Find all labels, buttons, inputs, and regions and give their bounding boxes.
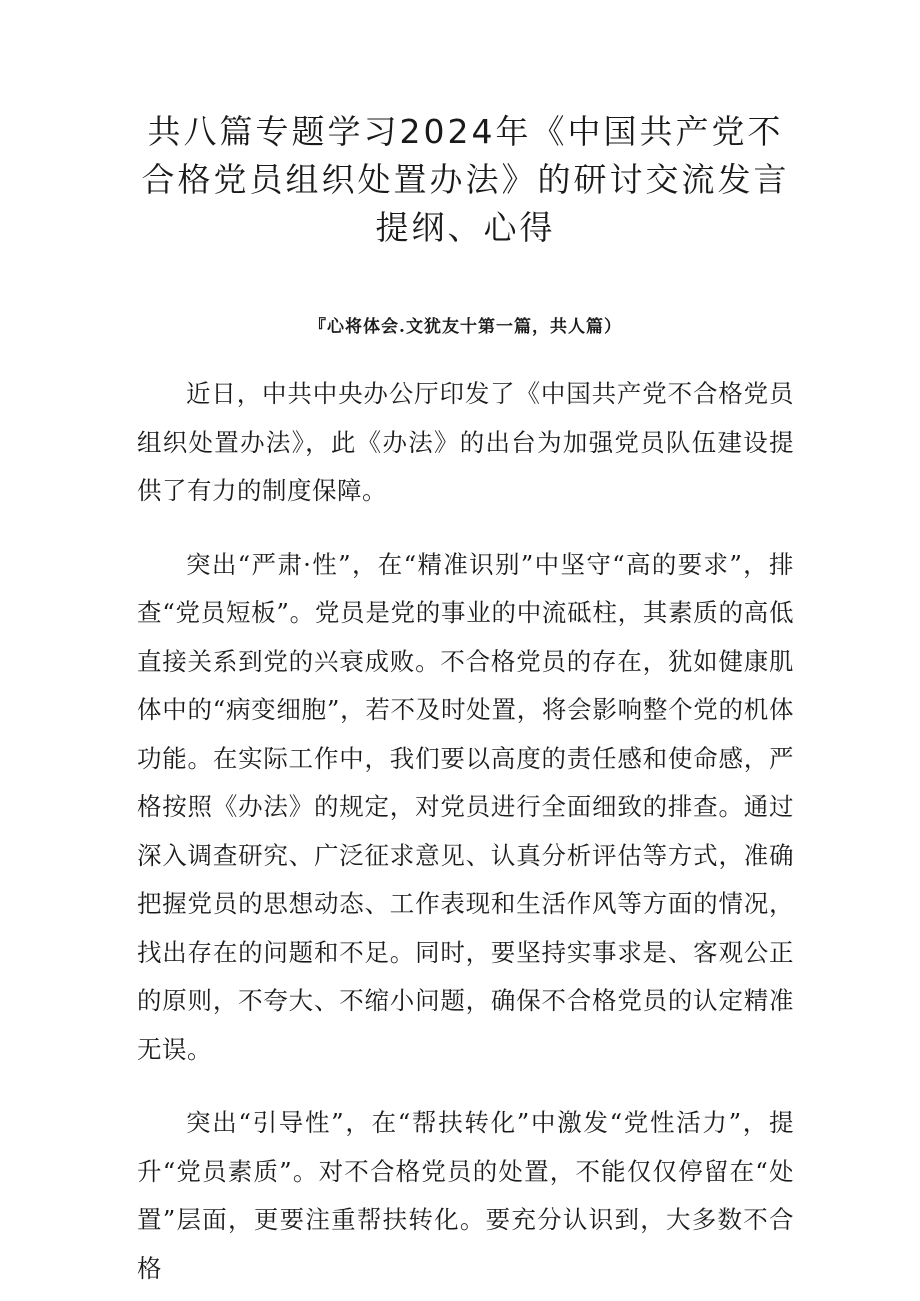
document-subtitle: 『心将体会.文犹友十第一篇，共人篇） — [309, 317, 622, 337]
document-title: 共八篇专题学习2024年《中国共产党不合格党员组织处置办法》的研讨交流发言提纲、心得 — [141, 112, 790, 247]
paragraph-intro: 近日，中共中央办公厅印发了《中国共产党不合格党员组织处置办法》，此《办法》的出台为加强党员队伍建设提供了有力的制度保障。 — [137, 379, 794, 505]
paragraph-strictness: 突出“严肃·性”，在“精准识别”中坚守“高的要求”，排查“党员短板”。党员是党的事业的中流砥柱，其素质的高低直接关系到党的兴衰成败。不合格党员的存在，犹如健康肌体中的“病变细胞”，若不及时处置，将会影响整个党的机体功能。在实际工作中，我们要以高度的责任感和使命感，严格按照《办法》的规定，对党员进行全面细致的排查。通过深入调查研究、广泛征求意见、认真分析评估等方式，准确把握党员的思想动态、工作表现和生活作风等方面的情况，找出存在的问题和不足。同时，要坚持实事求是、客观公正的原则，不夸大、不缩小问题，确保不合格党员的认定精准无误。 — [137, 549, 794, 1064]
paragraph-guidance: 突出“引导性”，在“帮扶转化”中激发“党性活力”，提升“党员素质”。对不合格党员的处置，不能仅仅停留在“处置”层面，更要注重帮扶转化。要充分认识到，大多数不合格 — [137, 1108, 794, 1283]
